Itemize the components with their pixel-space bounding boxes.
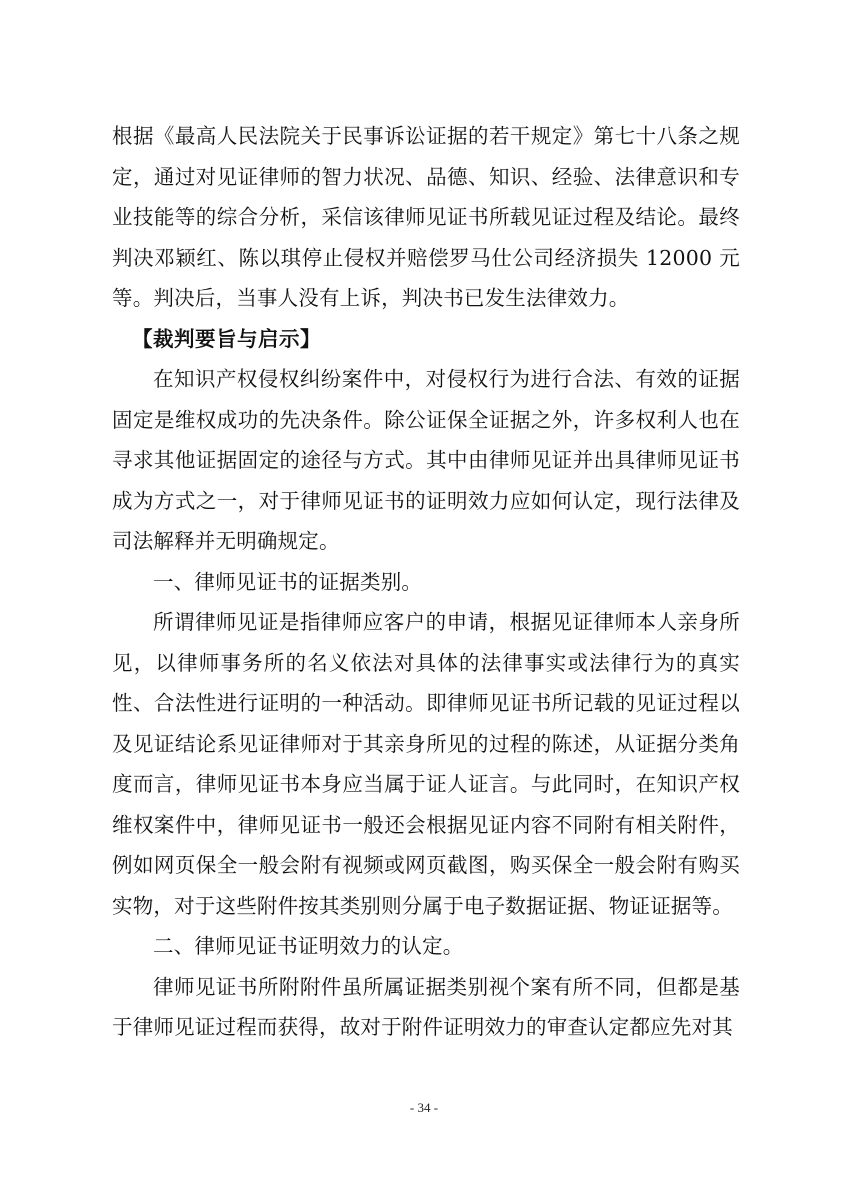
paragraph-evidence-category: 所谓律师见证是指律师应客户的申请，根据见证律师本人亲身所见，以律师事务所的名义依法对具体的法律事实或法律行为的真实性、合法性进行证明的一种活动。即律师见证书所记载的见证过程以及见证结论系见证律师对于其亲身所见的过程的陈述，从证据分类角度而言，律师见证书本身应当属于证人证言。与此同时，在知识产权维权案件中，律师见证书一般还会根据见证内容不同附有相关附件，例如网页保全一般会附有视频或网页截图，购买保全一般会附有购买实物，对于这些附件按其类别则分属于电子数据证据、物证证据等。 bbox=[112, 610, 740, 918]
page-number: - 34 - bbox=[409, 1100, 439, 1115]
paragraph-ruling-intro: 在知识产权侵权纠纷案件中，对侵权行为进行合法、有效的证据固定是维权成功的先决条件。除公证保全证据之外，许多权利人也在寻求其他证据固定的途径与方式。其中由律师见证并出具律师见证书成为方式之一，对于律师见证书的证明效力应如何认定，现行法律及司法解释并无明确规定。 bbox=[112, 367, 740, 553]
document-body bbox=[112, 116, 740, 1048]
subheading-evidence-category: 一、律师见证书的证据类别。 bbox=[153, 569, 423, 594]
paragraph-probative-effect: 律师见证书所附附件虽所属证据类别视个案有所不同，但都是基于律师见证过程而获得，故对于附件证明效力的审查认定都应先对其 bbox=[112, 974, 740, 1039]
paragraph-judgment-result: 根据《最高人民法院关于民事诉讼证据的若干规定》第七十八条之规定，通过对见证律师的智力状况、品德、知识、经验、法律意识和专业技能等的综合分析，采信该律师见证书所载见证过程及结论。最终判决邓颖红、陈以琪停止侵权并赔偿罗马仕公司经济损失 12000 元等。判决后，当事人没有上诉，判决书已发生法律效力。 bbox=[112, 124, 740, 310]
section-heading-ruling-points: 【裁判要旨与启示】 bbox=[132, 326, 321, 351]
subheading-probative-effect: 二、律师见证书证明效力的认定。 bbox=[153, 934, 464, 958]
